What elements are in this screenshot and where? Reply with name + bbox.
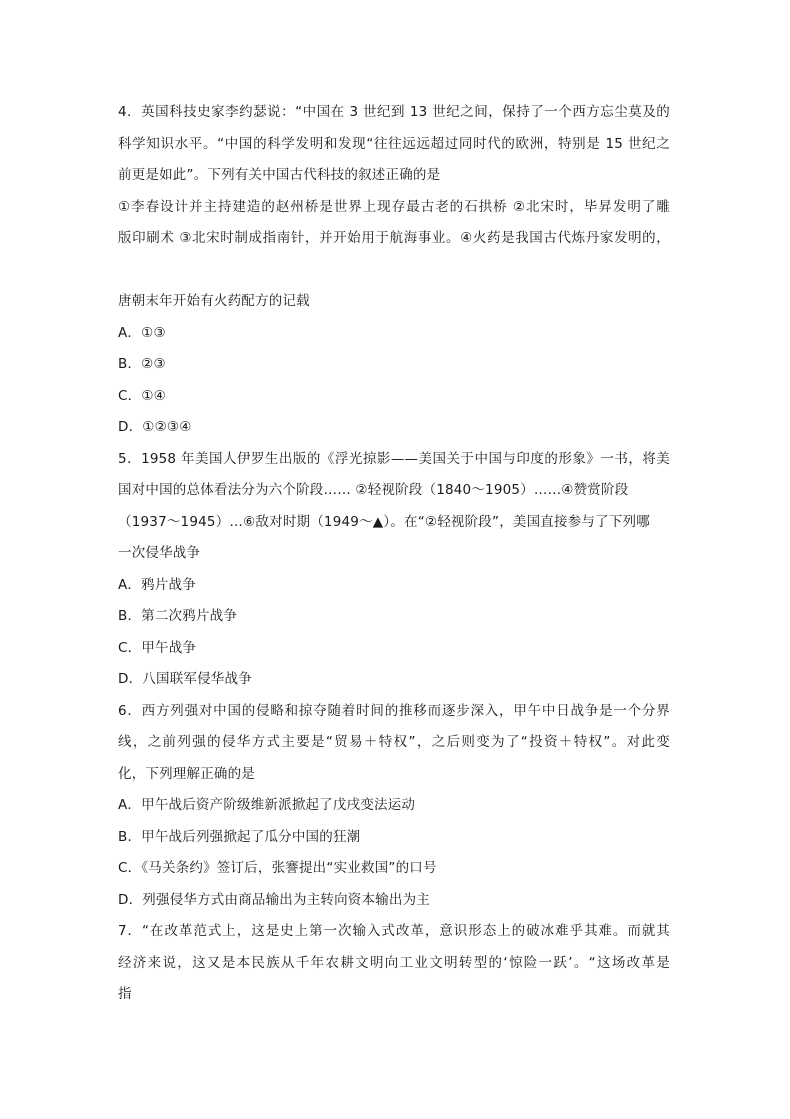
exam-page [118, 97, 670, 1011]
question-4-line-5: 版印刷术 ③北宋时制成指南针，并开始用于航海事业。④火药是我国古代炼丹家发明的， [118, 230, 670, 246]
question-5 [118, 444, 670, 696]
question-6-line-2: 线，之前列强的侵华方式主要是“贸易＋特权”，之后则变为了“投资＋特权”。对此变 [118, 734, 670, 750]
question-5-line-3: （1937～1945）…⑥敌对时期（1949～▲）。在“②轻视阶段”，美国直接参与了下列哪 [118, 513, 650, 530]
question-6 [118, 696, 670, 917]
question-5-line-4: 一次侵华战争 [118, 545, 201, 561]
question-4-option-c: C．①④ [118, 387, 166, 404]
question-6-line-3: 化，下列理解正确的是 [118, 765, 255, 782]
question-7 [118, 916, 670, 1011]
question-4-option-a: A．①③ [118, 324, 166, 341]
blank-line [118, 255, 670, 287]
question-4-line-2: 科学知识水平。“中国的科学发明和发现“往往远远超过同时代的欧洲，特别是 15 世纪之 [118, 135, 670, 152]
question-6-option-d: D．列强侵华方式由商品输出为主转向资本输出为主 [118, 891, 430, 908]
question-4-line-1: 4．英国科技史家李约瑟说：“中国在 3 世纪到 13 世纪之间，保持了一个西方忘尘莫及的 [118, 104, 670, 120]
question-5-option-c: C．甲午战争 [118, 639, 197, 656]
question-4-line-4: ①李春设计并主持建造的赵州桥是世界上现存最古老的石拱桥 ②北宋时，毕昇发明了雕 [118, 198, 670, 215]
question-5-line-1: 5．1958 年美国人伊罗生出版的《浮光掠影——美国关于中国与印度的形象》一书，将美 [118, 450, 670, 467]
question-4-option-d: D．①②③④ [118, 419, 192, 435]
question-6-option-b: B．甲午战后列强掀起了瓜分中国的狂潮 [118, 828, 361, 845]
question-7-line-1: 7．“在改革范式上，这是史上第一次输入式改革，意识形态上的破冰难乎其难。而就其 [118, 923, 670, 939]
question-7-line-2: 经济来说，这又是本民族从千年农耕文明向工业文明转型的‘惊险一跃’。“这场改革是 [118, 954, 670, 971]
question-4-option-b: B．②③ [118, 356, 166, 372]
question-5-option-d: D．八国联军侵华战争 [118, 671, 252, 687]
question-4 [118, 97, 670, 444]
question-7-line-3: 指 [118, 986, 132, 1002]
question-6-option-c: C．《马关条约》签订后，张謇提出“实业救国”的口号 [118, 860, 437, 876]
question-6-option-a: A．甲午战后资产阶级维新派掀起了戊戌变法运动 [118, 797, 416, 813]
question-4-line-6: 唐朝末年开始有火药配方的记载 [118, 293, 310, 309]
question-4-line-3: 前更是如此”。下列有关中国古代科技的叙述正确的是 [118, 167, 441, 183]
question-6-line-1: 6．西方列强对中国的侵略和掠夺随着时间的推移而逐步深入，甲午中日战争是一个分界 [118, 702, 670, 719]
question-5-line-2: 国对中国的总体看法分为六个阶段…… ②轻视阶段（1840～1905）……④赞赏阶段 [118, 482, 629, 498]
question-5-option-b: B．第二次鸦片战争 [118, 608, 238, 624]
question-5-option-a: A．鸦片战争 [118, 576, 196, 593]
